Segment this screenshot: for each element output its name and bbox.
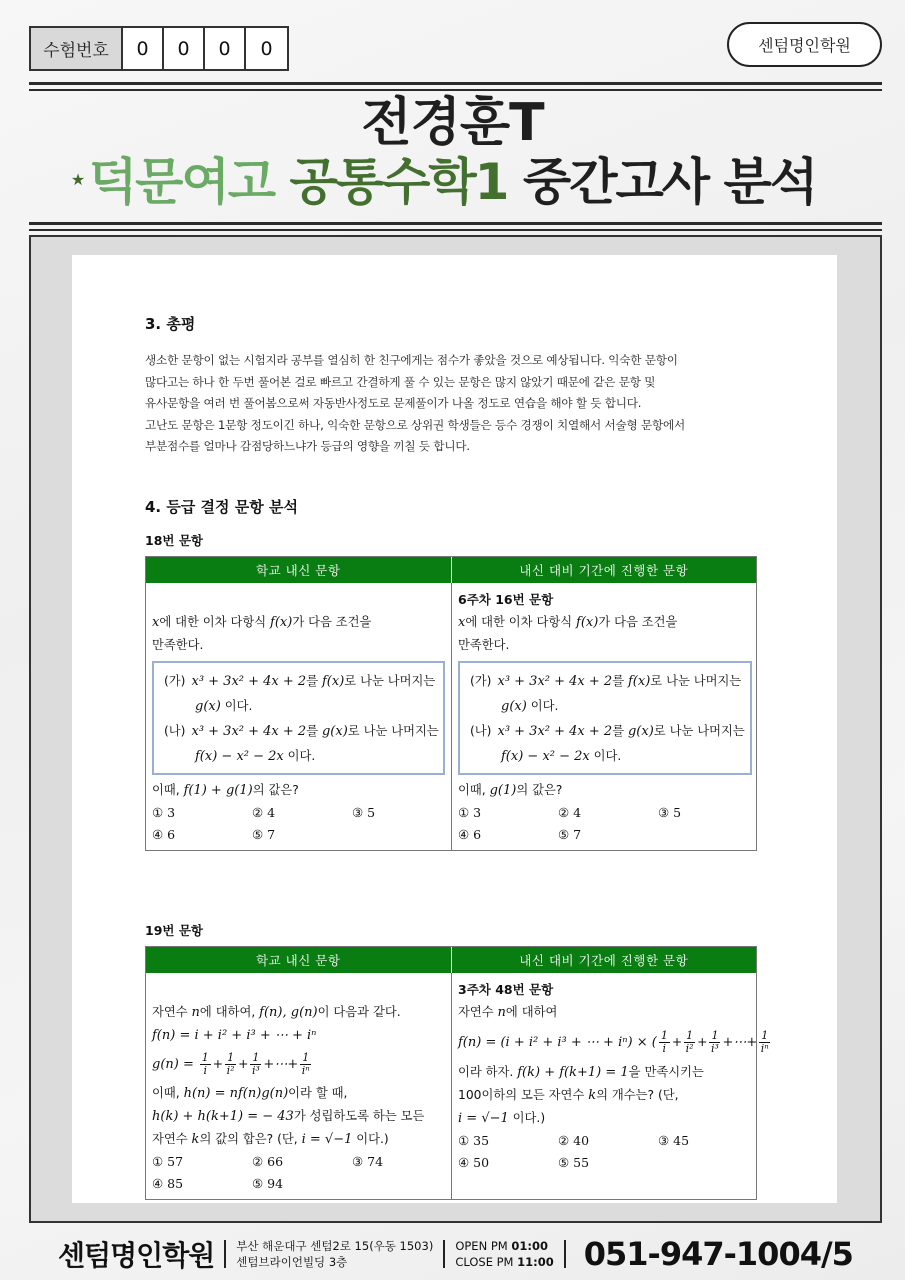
- den: i³: [710, 1041, 719, 1055]
- summary-line: 많다고는 하나 한 두번 풀어본 걸로 빠르고 간결하게 풀 수 있는 문항은 많지 않았기 때문에 같은 문항 및: [145, 374, 656, 389]
- open-time: 01:00: [511, 1239, 548, 1253]
- open-label: OPEN PM: [455, 1239, 508, 1253]
- table-header: [146, 557, 756, 583]
- fraction: $\frac{1}{\text{i³}}$: [710, 1028, 719, 1055]
- text: 를: [612, 673, 628, 688]
- title-subject: 공통수학1: [289, 153, 508, 211]
- text: 이라 할 때,: [288, 1085, 348, 1100]
- fraction: $\frac{1}{\text{i³}}$: [251, 1050, 260, 1077]
- text: 이다.): [508, 1110, 546, 1125]
- condition-ga: [470, 669, 740, 694]
- exam-digit: 0: [205, 28, 246, 69]
- header-prep: 내신 대비 기간에 진행한 문항: [519, 562, 689, 578]
- condition-na: [164, 719, 439, 744]
- choice: ① 3: [458, 804, 482, 820]
- math: f(n) = (i + i² + i³ + ⋯ + iⁿ) × (: [458, 1034, 657, 1050]
- text: 이다.): [352, 1131, 389, 1146]
- q18-intro-line: [152, 611, 445, 634]
- text: 의 값의 합은? (단,: [199, 1131, 302, 1146]
- text: 자연수: [152, 1004, 192, 1019]
- math: x: [458, 614, 466, 630]
- exam-digit: 0: [164, 28, 205, 69]
- close-label: CLOSE PM: [455, 1255, 514, 1269]
- math: f(n), g(n): [259, 1004, 318, 1020]
- summary-line: 고난도 문항은 1문항 정도이긴 하나, 익숙한 문항으로 상위권 학생들은 등수 경쟁이 치열해서 서술형 문항에서: [145, 417, 685, 432]
- math: f(x) − x² − 2x: [501, 748, 590, 764]
- q19-condition: [152, 1105, 445, 1128]
- text: 이다.: [589, 748, 622, 763]
- math: h(k) + h(k+1) = − 43: [152, 1108, 294, 1124]
- text: 로 나눈 나머지는: [650, 673, 742, 688]
- text: 이라 하자.: [458, 1064, 518, 1079]
- q18-prep-intro-line2: 만족한다.: [458, 637, 510, 652]
- den: i: [662, 1041, 667, 1055]
- math: g(1): [489, 782, 517, 798]
- den: i²: [685, 1041, 694, 1055]
- text: 이때,: [458, 782, 490, 797]
- q19-school-cell: [146, 973, 452, 1199]
- text: 의 값은?: [252, 782, 299, 797]
- math: f(x): [576, 614, 599, 630]
- choice: ② 40: [558, 1132, 590, 1148]
- q18-prep-intro-line: [458, 611, 752, 634]
- q18-prep-choices: [458, 802, 752, 846]
- math: x³ + 3x² + 4x + 2: [497, 723, 613, 739]
- choice: ⑤ 55: [558, 1154, 590, 1170]
- choice: ② 4: [252, 804, 276, 820]
- den: iⁿ: [760, 1041, 769, 1055]
- label: (나): [164, 723, 186, 738]
- q19-prep-fn: f(n) = (i + i² + i³ + ⋯ + iⁿ) × ( $\frac{1}{i}$ + $\frac{1}{\text{i²}}$ + $\frac{1}{\text{i³}}$ +⋯+ $\frac{1}{\text{iⁿ}}$: [458, 1028, 769, 1055]
- gn-definition: g(n) = $\frac{1}{i}$ + $\frac{1}{\text{i²}}$ + $\frac{1}{\text{i³}}$ +⋯+ $\frac{1}{\text{iⁿ}}$: [152, 1050, 310, 1077]
- choice: ② 4: [558, 804, 582, 820]
- math: g(x): [195, 698, 221, 714]
- q18-school-choices: [152, 802, 445, 846]
- header-school: 학교 내신 문항: [146, 947, 452, 973]
- text: 자연수: [458, 1004, 498, 1019]
- condition-na-cont: [164, 744, 433, 769]
- q19-question: [152, 1128, 445, 1151]
- section-heading-summary: 3. 총평: [145, 315, 196, 333]
- math: g(x): [321, 723, 348, 739]
- q19-intro: [152, 1001, 445, 1024]
- q18-prep-question: [458, 779, 752, 802]
- summary-line: 부분점수를 얼마나 감점당하느냐가 등급의 영향을 끼칠 듯 합니다.: [145, 439, 470, 454]
- math: i = √−1: [458, 1110, 509, 1126]
- address-line: 부산 해운대구 센텀2로 15(우동 1503): [236, 1239, 434, 1253]
- q18-intro-line2: 만족한다.: [152, 637, 204, 652]
- text: 이때,: [152, 1085, 184, 1100]
- math: f(x) − x² − 2x: [195, 748, 284, 764]
- text: 자연수: [152, 1131, 192, 1146]
- q19-prep-note: [458, 1107, 752, 1130]
- text: 로 나눈 나머지는: [347, 723, 439, 738]
- math: x: [152, 614, 160, 630]
- q19-prep-choices: [458, 1130, 752, 1174]
- math: n: [497, 1004, 506, 1020]
- text: 로 나눈 나머지는: [653, 723, 745, 738]
- math: f(x): [627, 673, 651, 689]
- q19-hn: [152, 1082, 445, 1105]
- header-rule-top: [29, 82, 882, 91]
- condition-ga-cont: [164, 694, 433, 719]
- q19-prep-cell: [452, 973, 769, 1199]
- fraction: $\frac{1}{i}$: [201, 1050, 209, 1077]
- choice: ② 66: [252, 1153, 284, 1169]
- exam-number-box: [29, 26, 289, 71]
- summary-line: 생소한 문항이 없는 시험지라 공부를 열심히 한 친구에게는 점수가 좋았을 것으로 예상됩니다. 익숙한 문항이: [145, 353, 678, 367]
- math: f(x): [270, 614, 293, 630]
- question-19-label: 19번 문항: [145, 922, 203, 938]
- math: h(n) = nf(n)g(n): [183, 1085, 289, 1101]
- header-rule-bottom: [29, 222, 882, 231]
- title-exam: [70, 153, 817, 211]
- text: 에 대하여,: [199, 1004, 260, 1019]
- choice: ① 3: [152, 804, 176, 820]
- document-frame: [29, 235, 882, 1223]
- academy-badge: 센텀명인학원: [727, 22, 882, 67]
- footer-hours: [455, 1238, 553, 1270]
- text: 이 다음과 같다.: [317, 1004, 401, 1019]
- summary-paragraph: [145, 350, 757, 458]
- divider: [564, 1240, 566, 1268]
- divider: [443, 1240, 445, 1268]
- header-prep: 내신 대비 기간에 진행한 문항: [519, 952, 689, 968]
- label: (나): [470, 723, 492, 738]
- text: 100이하의 모든 자연수: [458, 1087, 589, 1102]
- text: 로 나눈 나머지는: [344, 673, 436, 688]
- text: 가 성립하도록 하는 모든: [293, 1108, 425, 1123]
- fraction: $\frac{1}{i}$: [660, 1028, 668, 1055]
- label: (가): [470, 673, 492, 688]
- choice: ③ 5: [352, 804, 376, 820]
- question-18-label: 18번 문항: [145, 532, 203, 548]
- title-school: 덕문여고: [88, 153, 275, 211]
- question-19-table: [145, 946, 769, 1200]
- choice: ⑤ 7: [252, 826, 276, 842]
- text: 에 대한 이차 다항식: [159, 614, 271, 629]
- q19-prep-intro: [458, 1001, 752, 1024]
- section-heading-analysis: 4. 등급 결정 문항 분석: [145, 497, 298, 516]
- math: f(k) + f(k+1) = 1: [517, 1064, 629, 1080]
- q18-conditions-box: [152, 661, 445, 775]
- table-header: [146, 947, 756, 973]
- document-content: [145, 313, 769, 1200]
- text: 를: [612, 723, 628, 738]
- fraction: $\frac{1}{\text{iⁿ}}$: [760, 1028, 769, 1055]
- den: i³: [251, 1063, 260, 1077]
- condition-ga: [164, 669, 436, 694]
- math: x³ + 3x² + 4x + 2: [497, 673, 613, 689]
- footer-address: [236, 1238, 433, 1270]
- choice: ④ 85: [152, 1175, 184, 1191]
- footer-phone: 051-947-1004/5: [583, 1235, 853, 1273]
- star-icon: ★: [70, 170, 84, 189]
- footer: [58, 1232, 853, 1276]
- math: k: [588, 1087, 597, 1103]
- math: k: [191, 1131, 200, 1147]
- choice: ④ 50: [458, 1154, 490, 1170]
- header-school: 학교 내신 문항: [146, 557, 452, 583]
- condition-na: [470, 719, 745, 744]
- q19-prep-condition: [458, 1061, 752, 1084]
- question-18-table: [145, 556, 757, 851]
- label: (가): [164, 673, 186, 688]
- choice: ④ 6: [458, 826, 482, 842]
- choice: ⑤ 7: [558, 826, 582, 842]
- page-title: [0, 95, 905, 211]
- q19-prep-sub-label: 3주차 48번 문항: [458, 981, 554, 997]
- document-page: [72, 255, 837, 1203]
- table-row: [146, 583, 756, 850]
- q18-prep-sub-label: 6주차 16번 문항: [458, 591, 554, 607]
- footer-brand: 센텀명인학원: [58, 1239, 215, 1272]
- choice: ③ 5: [658, 804, 682, 820]
- text: 을 만족시키는: [628, 1064, 704, 1079]
- condition-na-cont: [470, 744, 740, 769]
- choice: ① 57: [152, 1153, 184, 1169]
- address-line: 센텀브라이언빌딩 3층: [236, 1255, 348, 1269]
- q19-prep-question: [458, 1084, 752, 1107]
- q18-question: [152, 779, 445, 802]
- q19-school-choices: [152, 1151, 445, 1195]
- fn-definition: f(n) = i + i² + i³ + ⋯ + iⁿ: [152, 1027, 317, 1043]
- text: 를: [306, 723, 322, 738]
- math: x³ + 3x² + 4x + 2: [191, 723, 307, 739]
- text: 가 다음 조건을: [292, 614, 372, 629]
- table-row: [146, 973, 769, 1199]
- text: 의 개수는? (단,: [596, 1087, 679, 1102]
- den: iⁿ: [301, 1063, 310, 1077]
- summary-line: 유사문항을 여러 번 풀어봄으로써 자동반사정도로 문제풀이가 나올 정도로 연습을 해야 할 듯 합니다.: [145, 396, 642, 411]
- divider: [224, 1240, 226, 1268]
- math: g(x): [627, 723, 654, 739]
- fraction: $\frac{1}{\text{i²}}$: [685, 1028, 694, 1055]
- text: 에 대하여: [505, 1004, 558, 1019]
- choice: ④ 6: [152, 826, 176, 842]
- text: 이다.: [220, 698, 253, 713]
- close-time: 11:00: [517, 1255, 554, 1269]
- math: f(1) + g(1): [183, 782, 253, 798]
- q18-prep-conditions-box: [458, 661, 752, 775]
- text: 이다.: [283, 748, 316, 763]
- exam-number-label: 수험번호: [31, 28, 123, 69]
- exam-digit: 0: [246, 28, 287, 69]
- fraction: $\frac{1}{\text{i²}}$: [226, 1050, 235, 1077]
- text: 에 대한 이차 다항식: [465, 614, 577, 629]
- den: i²: [226, 1063, 235, 1077]
- math: f(x): [321, 673, 345, 689]
- math: x³ + 3x² + 4x + 2: [191, 673, 307, 689]
- choice: ③ 45: [658, 1132, 690, 1148]
- q18-school-cell: [146, 583, 452, 850]
- choice: ⑤ 94: [252, 1175, 284, 1191]
- math: g(x): [501, 698, 527, 714]
- text: 가 다음 조건을: [598, 614, 678, 629]
- title-teacher: 전경훈T: [361, 93, 544, 153]
- choice: ③ 74: [352, 1153, 384, 1169]
- choice: ① 35: [458, 1132, 490, 1148]
- den: i: [203, 1063, 208, 1077]
- text: 이때,: [152, 782, 184, 797]
- math: n: [191, 1004, 200, 1020]
- fraction: $\frac{1}{\text{iⁿ}}$: [301, 1050, 310, 1077]
- text: 의 값은?: [516, 782, 563, 797]
- math: g(n) =: [152, 1056, 194, 1072]
- title-rest: 중간고사 분석: [522, 153, 817, 211]
- q18-prep-cell: [452, 583, 758, 850]
- condition-ga-cont: [470, 694, 740, 719]
- text: 이다.: [526, 698, 559, 713]
- math: i = √−1: [301, 1131, 353, 1147]
- exam-digit: 0: [123, 28, 164, 69]
- text: 를: [306, 673, 322, 688]
